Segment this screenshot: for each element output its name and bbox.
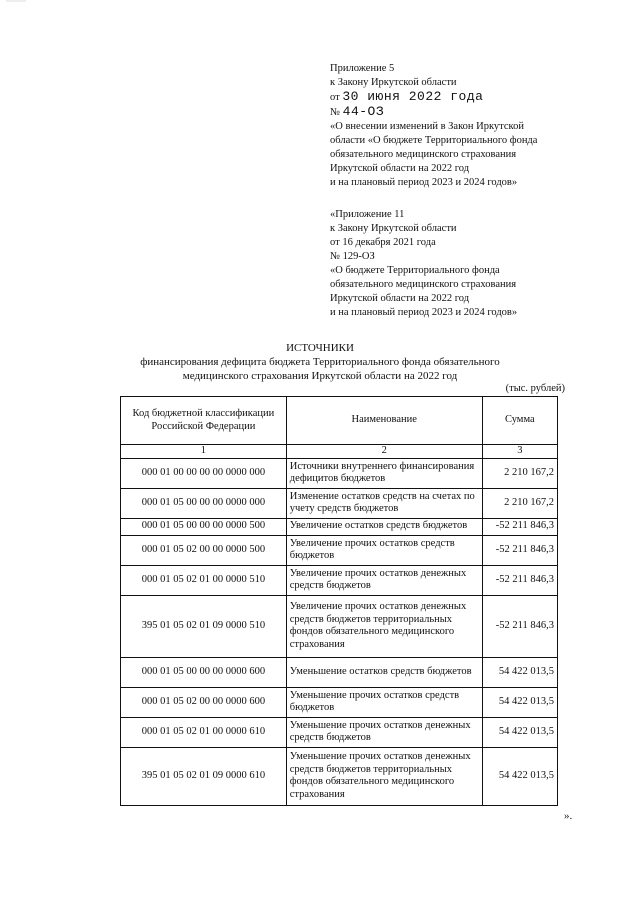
row-sum: -52 211 846,3 <box>482 535 557 565</box>
row-code: 000 01 05 02 01 00 0000 610 <box>121 717 287 747</box>
table-row <box>121 717 558 747</box>
document-subtitle-2: медицинского страхования Иркутской области на 2022 год <box>182 370 458 382</box>
number-prefix: № <box>330 107 341 118</box>
row-sum: 2 210 167,2 <box>482 458 557 488</box>
row-name: Увеличение прочих остатков денежных средств бюджетов территориальных фондов обязательного медицинского страхования <box>286 595 482 657</box>
row-name: Увеличение прочих остатков средств бюджетов <box>286 535 482 565</box>
appendix-5-desc-4: Иркутской области на 2022 год <box>330 163 470 174</box>
appendix-5-title: Приложение 5 <box>330 63 395 74</box>
document-subtitle-1: финансирования дефицита бюджета Территориального фонда обязательного <box>140 356 500 368</box>
appendix-5-desc-2: области «О бюджете Территориального фонда <box>330 135 538 146</box>
closing-quote: ». <box>564 810 573 822</box>
table-row <box>121 595 558 657</box>
appendix-5-law: к Закону Иркутской области <box>330 77 457 88</box>
header-sum: Сумма <box>482 397 557 445</box>
row-code: 000 01 05 02 01 00 0000 510 <box>121 565 287 595</box>
unit-label: (тыс. рублей) <box>505 383 565 394</box>
row-sum: 54 422 013,5 <box>482 717 557 747</box>
column-number-row <box>121 445 558 459</box>
appendix-11-title: «Приложение 11 <box>330 209 405 220</box>
table-row <box>121 747 558 805</box>
date-prefix: от <box>330 92 340 103</box>
row-sum: 54 422 013,5 <box>482 747 557 805</box>
row-name: Изменение остатков средств на счетах по учету средств бюджетов <box>286 488 482 518</box>
table-row <box>121 488 558 518</box>
column-number-2: 2 <box>286 445 482 459</box>
row-sum: -52 211 846,3 <box>482 595 557 657</box>
row-sum: 54 422 013,5 <box>482 657 557 687</box>
appendix-11-date: от 16 декабря 2021 года <box>330 237 436 248</box>
row-name: Увеличение прочих остатков денежных средств бюджетов <box>286 565 482 595</box>
table-row <box>121 687 558 717</box>
appendix-11-law: к Закону Иркутской области <box>330 223 457 234</box>
appendix-5-desc-3: обязательного медицинского страхования <box>330 149 517 160</box>
appendix-11-desc-1: «О бюджете Территориального фонда <box>330 265 500 276</box>
row-name: Уменьшение остатков средств бюджетов <box>286 657 482 687</box>
row-code: 000 01 05 02 00 00 0000 500 <box>121 535 287 565</box>
row-code: 395 01 05 02 01 09 0000 610 <box>121 747 287 805</box>
table-row <box>121 565 558 595</box>
header-name: Наименование <box>286 397 482 445</box>
header-code: Код бюджетной классификации Российской Федерации <box>121 397 287 445</box>
appendix-5-number <box>330 105 537 120</box>
row-sum: 54 422 013,5 <box>482 687 557 717</box>
appendix-11-desc-3: Иркутской области на 2022 год <box>330 293 470 304</box>
row-sum: -52 211 846,3 <box>482 518 557 535</box>
row-name: Увеличение остатков средств бюджетов <box>286 518 482 535</box>
column-number-3: 3 <box>482 445 557 459</box>
appendix-11-header <box>330 208 517 320</box>
table-row <box>121 535 558 565</box>
row-code: 395 01 05 02 01 09 0000 510 <box>121 595 287 657</box>
row-name: Уменьшение прочих остатков денежных средств бюджетов территориальных фондов обязательного медицинского страхования <box>286 747 482 805</box>
row-code: 000 01 00 00 00 00 0000 000 <box>121 458 287 488</box>
document-title: ИСТОЧНИКИ <box>286 342 354 354</box>
appendix-11-number: № 129-ОЗ <box>330 251 375 262</box>
table-row <box>121 458 558 488</box>
row-code: 000 01 05 00 00 00 0000 500 <box>121 518 287 535</box>
table-row <box>121 657 558 687</box>
row-name: Уменьшение прочих остатков средств бюджетов <box>286 687 482 717</box>
column-number-1: 1 <box>121 445 287 459</box>
table-header-row <box>121 397 558 445</box>
row-sum: -52 211 846,3 <box>482 565 557 595</box>
appendix-5-desc-5: и на плановый период 2023 и 2024 годов» <box>330 177 518 188</box>
row-name: Источники внутреннего финансирования дефицитов бюджетов <box>286 458 482 488</box>
appendix-11-desc-4: и на плановый период 2023 и 2024 годов» <box>330 307 518 318</box>
row-code: 000 01 05 00 00 00 0000 600 <box>121 657 287 687</box>
row-name: Уменьшение прочих остатков денежных средств бюджетов <box>286 717 482 747</box>
sources-table <box>120 396 558 806</box>
appendix-5-date <box>330 90 537 105</box>
appendix-11-desc-2: обязательного медицинского страхования <box>330 279 517 290</box>
appendix-5-desc-1: «О внесении изменений в Закон Иркутской <box>330 121 524 132</box>
table-row <box>121 518 558 535</box>
scan-artifact <box>6 0 26 2</box>
row-code: 000 01 05 02 00 00 0000 600 <box>121 687 287 717</box>
row-sum: 2 210 167,2 <box>482 488 557 518</box>
number-stamp: 44-ОЗ <box>342 104 385 119</box>
row-code: 000 01 05 00 00 00 0000 000 <box>121 488 287 518</box>
appendix-5-header <box>330 62 537 190</box>
date-stamp: 30 июня 2022 года <box>342 89 484 104</box>
